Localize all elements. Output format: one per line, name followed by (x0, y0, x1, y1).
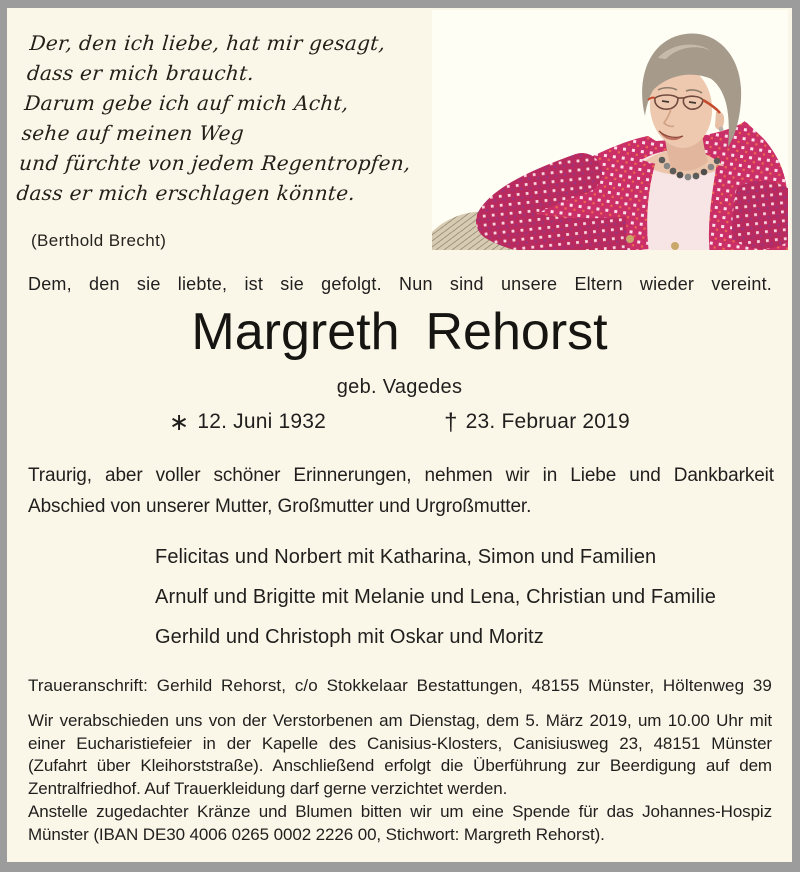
earring (719, 127, 724, 132)
poem-line: Darum gebe ich auf mich Acht, (23, 91, 350, 115)
deceased-name (7, 302, 792, 362)
button (671, 242, 679, 250)
birth-date-text: 12. Juni 1932 (197, 410, 327, 433)
first-name: Margreth (191, 303, 400, 361)
poem-line: und fürchte von jedem Regentropfen, (18, 151, 412, 175)
poem-line: Der, den ich liebe, hat mir gesagt, (28, 31, 387, 55)
family-line: Gerhild und Christoph mit Oskar und Moritz (155, 626, 544, 648)
donation-info: Anstelle zugedachter Kränze und Blumen bitten wir um eine Spende für das Johannes-Hospiz Münster (IBAN DE30 4006 0265 0002 2226 00, Stichwort: Margreth Rehorst). (28, 802, 772, 844)
poem-line: dass er mich erschlagen könnte. (15, 181, 357, 205)
life-dates (7, 410, 792, 434)
portrait-illustration (432, 10, 788, 250)
birth-date (169, 410, 326, 434)
died-symbol: † (444, 409, 458, 436)
farewell-text: Traurig, aber voller schöner Erinnerungen, nehmen wir in Liebe und Dankbarkeit Abschied von unserer Mutter, Großmutter und Urgroßmutter. (28, 465, 774, 517)
poem-attribution: (Berthold Brecht) (31, 231, 167, 250)
last-name: Rehorst (425, 303, 608, 361)
service-info: Wir verabschieden uns von der Verstorbenen am Dienstag, dem 5. März 2019, um 10.00 Uhr mit einer Eucharistiefeier in der Kapelle des Canisius-Klosters, Canisiusweg 23, 48151 Münster (Zufahrt über Kleihorststraße). Anschließend erfolgt die Überführung zur Beerdigung auf dem Zentralfriedhof. Auf Trauerkleidung darf gerne verzichtet werden. (28, 711, 772, 798)
maiden-name: geb. Vagedes (336, 376, 463, 398)
death-date (444, 410, 630, 434)
born-symbol: ∗ (169, 409, 190, 436)
cardigan-lapel-left (637, 161, 645, 250)
obituary-sheet (7, 8, 792, 862)
button (626, 235, 634, 243)
family-list (155, 546, 716, 666)
poem-line: dass er mich braucht. (26, 61, 256, 85)
ear (715, 112, 724, 130)
death-date-text: 23. Februar 2019 (465, 410, 630, 433)
cardigan-lapel-right (720, 167, 728, 250)
poem (15, 28, 422, 208)
intro-line: Dem, den sie liebte, ist sie gefolgt. Nun sind unsere Eltern wieder vereint. (28, 274, 772, 294)
poem-line: sehe auf meinen Weg (20, 121, 246, 145)
family-line: Felicitas und Norbert mit Katharina, Simon und Familien (155, 546, 657, 568)
family-line: Arnulf und Brigitte mit Melanie und Lena, Christian und Familie (155, 586, 717, 608)
condolence-address: Traueranschrift: Gerhild Rehorst, c/o Stokkelaar Bestattungen, 48155 Münster, Höltenweg 39 (28, 676, 772, 695)
portrait-photo (432, 10, 788, 250)
